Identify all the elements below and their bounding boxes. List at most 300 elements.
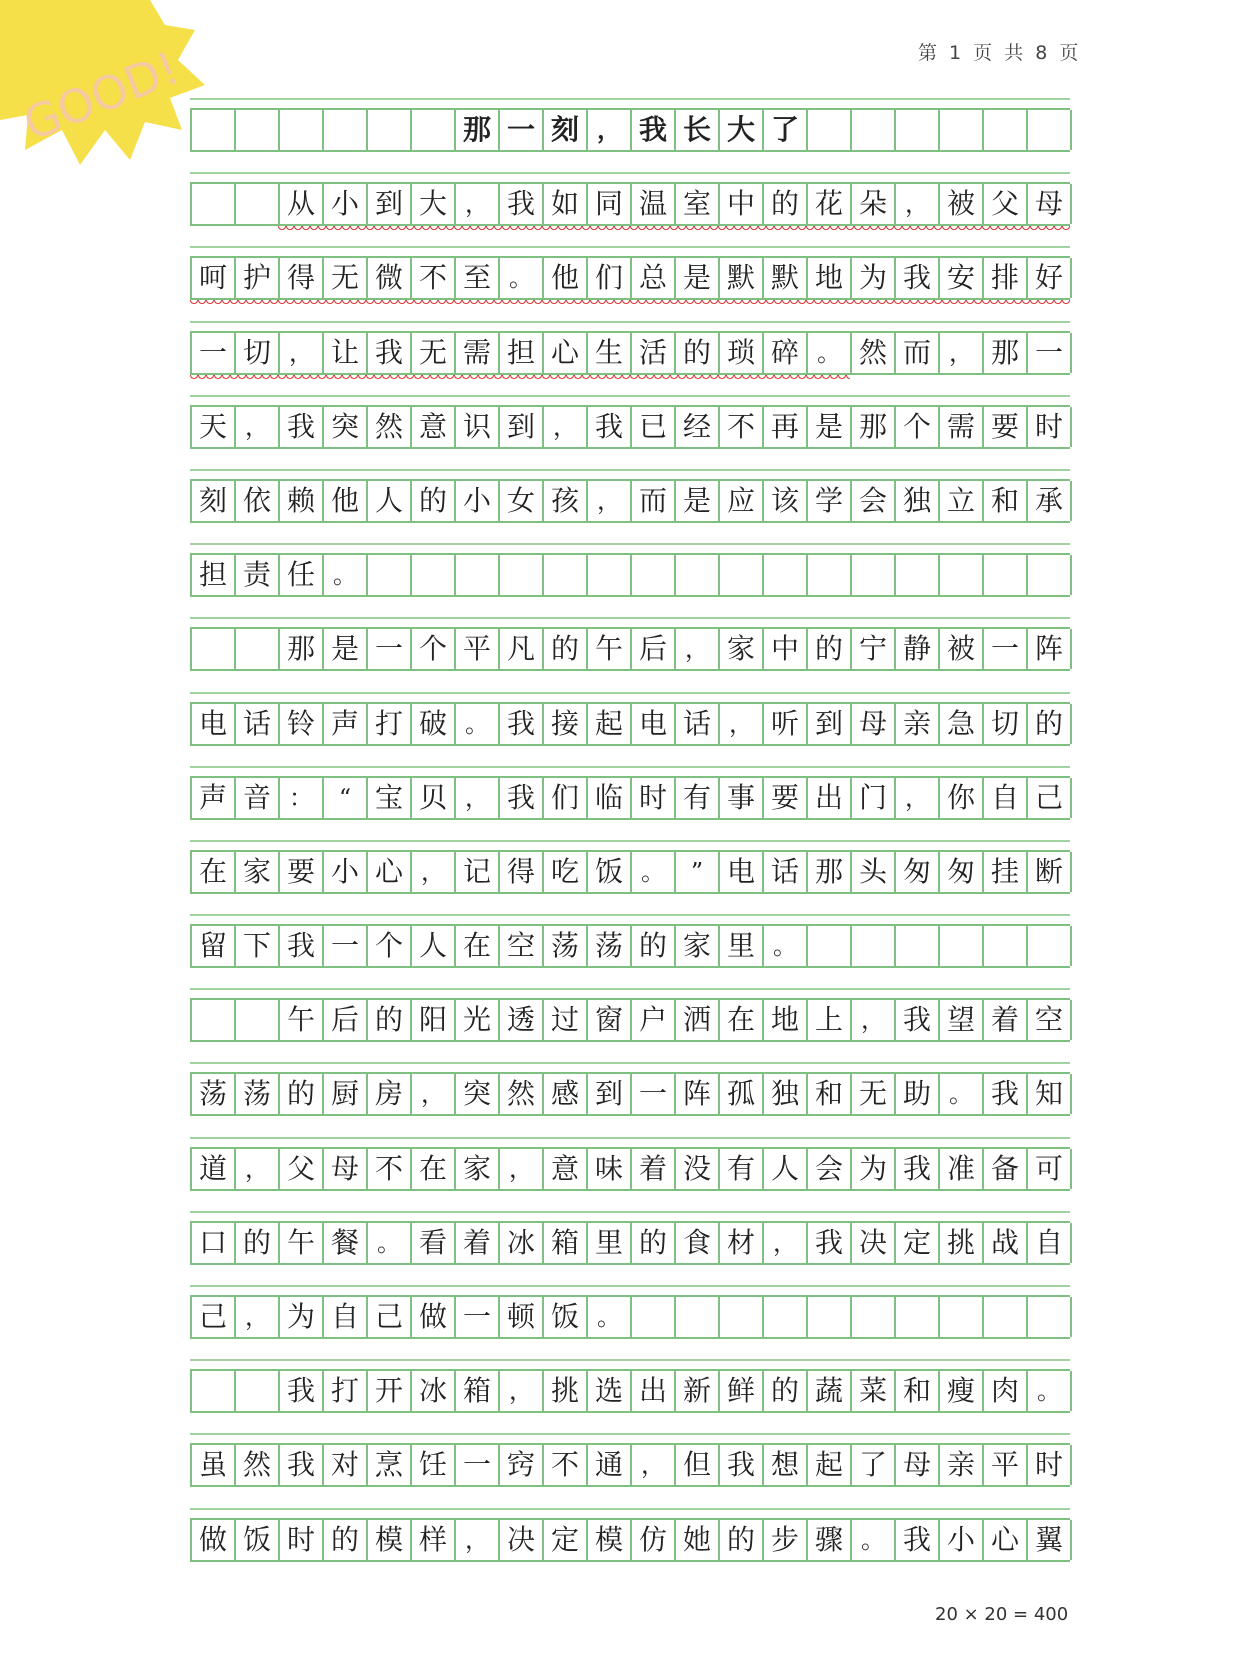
text-row — [190, 1359, 1070, 1433]
grid-cell: ， — [544, 407, 588, 447]
grid-cell: 备 — [984, 1149, 1028, 1189]
grid-cell: 母 — [896, 1445, 940, 1485]
grid-cell: 我 — [896, 1520, 940, 1560]
grid-cell: 父 — [984, 184, 1028, 224]
grid-cell: 那 — [852, 407, 896, 447]
row-divider — [190, 1211, 1070, 1213]
grid-cell: 要 — [764, 778, 808, 818]
red-wavy-underline — [190, 375, 850, 383]
grid-cell: 该 — [764, 481, 808, 521]
grid-cell: ： — [280, 778, 324, 818]
row-divider — [190, 840, 1070, 842]
grid-cell: 菜 — [852, 1371, 896, 1411]
grid-cell: 阵 — [1028, 629, 1072, 669]
grid-cell: 然 — [236, 1445, 280, 1485]
grid-cell: 着 — [984, 1000, 1028, 1040]
grid-cell: 事 — [720, 778, 764, 818]
grid-cell: 匆 — [940, 852, 984, 892]
grid-cell: 赖 — [280, 481, 324, 521]
grid-cell: 安 — [940, 258, 984, 298]
grid-cell: 不 — [368, 1149, 412, 1189]
grid-cell: 电 — [720, 852, 764, 892]
grid-cell: 要 — [280, 852, 324, 892]
grid-cell: 护 — [236, 258, 280, 298]
grid-cell: 宝 — [368, 778, 412, 818]
grid-cell: ， — [588, 481, 632, 521]
text-row — [190, 172, 1070, 246]
grid-cell: 和 — [984, 481, 1028, 521]
row-divider — [190, 172, 1070, 174]
grid-cell — [808, 555, 852, 595]
grid-cell: 我 — [500, 704, 544, 744]
grid-cell: 饭 — [236, 1520, 280, 1560]
grid-cell: 活 — [632, 333, 676, 373]
grid-cell: 刻 — [192, 481, 236, 521]
grid-cell: 为 — [280, 1297, 324, 1337]
grid-cell: 口 — [192, 1223, 236, 1263]
red-wavy-underline — [190, 300, 1070, 308]
grid-cell: 家 — [236, 852, 280, 892]
grid-cell: 样 — [412, 1520, 456, 1560]
grid-cell: 做 — [192, 1520, 236, 1560]
cell-strip — [190, 627, 1070, 671]
grid-cell — [1028, 926, 1072, 966]
grid-cell: ， — [500, 1149, 544, 1189]
grid-cell: 。 — [632, 852, 676, 892]
grid-cell: 音 — [236, 778, 280, 818]
grid-cell: 中 — [720, 184, 764, 224]
grid-cell — [764, 1297, 808, 1337]
grid-cell: 贝 — [412, 778, 456, 818]
row-divider — [190, 1062, 1070, 1064]
grid-cell: 时 — [1028, 407, 1072, 447]
grid-cell: 如 — [544, 184, 588, 224]
grid-cell: 排 — [984, 258, 1028, 298]
grid-cell: 箱 — [544, 1223, 588, 1263]
grid-cell: 平 — [984, 1445, 1028, 1485]
row-divider — [190, 1285, 1070, 1287]
grid-cell: ， — [764, 1223, 808, 1263]
grid-cell: 定 — [896, 1223, 940, 1263]
grid-cell: 对 — [324, 1445, 368, 1485]
grid-cell: 家 — [456, 1149, 500, 1189]
grid-cell: 小 — [324, 852, 368, 892]
grid-cell: 到 — [808, 704, 852, 744]
grid-cell: 从 — [280, 184, 324, 224]
grid-cell: ， — [236, 407, 280, 447]
grid-cell — [940, 926, 984, 966]
grid-cell: 我 — [632, 110, 676, 150]
grid-cell: 声 — [324, 704, 368, 744]
grid-cell — [368, 110, 412, 150]
grid-cell: 小 — [940, 1520, 984, 1560]
grid-cell: 家 — [720, 629, 764, 669]
grid-cell: 呵 — [192, 258, 236, 298]
grid-cell: 的 — [368, 1000, 412, 1040]
grid-cell: 断 — [1028, 852, 1072, 892]
grid-cell: 宁 — [852, 629, 896, 669]
grid-cell — [280, 110, 324, 150]
grid-cell: 亲 — [940, 1445, 984, 1485]
cell-strip — [190, 108, 1070, 152]
grid-cell: ， — [456, 778, 500, 818]
grid-cell: 一 — [1028, 333, 1072, 373]
text-row — [190, 395, 1070, 469]
grid-cell: 我 — [896, 1000, 940, 1040]
red-wavy-underline — [278, 226, 1070, 234]
text-row — [190, 321, 1070, 395]
grid-cell: 默 — [720, 258, 764, 298]
grid-cell: 独 — [896, 481, 940, 521]
grid-cell: 箱 — [456, 1371, 500, 1411]
grid-cell: 长 — [676, 110, 720, 150]
grid-cell: 的 — [808, 629, 852, 669]
grid-cell: 无 — [412, 333, 456, 373]
grid-cell: 心 — [984, 1520, 1028, 1560]
grid-cell: 微 — [368, 258, 412, 298]
page-number-label: 第 1 页 共 8 页 — [918, 42, 1082, 64]
grid-cell: 心 — [544, 333, 588, 373]
grid-cell: 一 — [192, 333, 236, 373]
grid-cell: 父 — [280, 1149, 324, 1189]
grid-cell: ， — [852, 1000, 896, 1040]
grid-cell: 起 — [588, 704, 632, 744]
grid-cell: 厨 — [324, 1074, 368, 1114]
grid-cell: 一 — [368, 629, 412, 669]
grid-cell: 需 — [456, 333, 500, 373]
grid-cell: 自 — [324, 1297, 368, 1337]
grid-cell: 切 — [984, 704, 1028, 744]
grid-cell: 骤 — [808, 1520, 852, 1560]
grid-cell: 门 — [852, 778, 896, 818]
grid-cell: 我 — [984, 1074, 1028, 1114]
grid-cell — [500, 555, 544, 595]
grid-cell: 他 — [544, 258, 588, 298]
grid-cell: 午 — [280, 1223, 324, 1263]
grid-cell — [852, 1297, 896, 1337]
grid-cell: 是 — [676, 258, 720, 298]
grid-cell: 破 — [412, 704, 456, 744]
grid-cell: 我 — [588, 407, 632, 447]
grid-cell: 得 — [500, 852, 544, 892]
grid-cell: 声 — [192, 778, 236, 818]
grid-cell: 那 — [808, 852, 852, 892]
grid-cell: 感 — [544, 1074, 588, 1114]
row-divider — [190, 1137, 1070, 1139]
grid-cell: 。 — [456, 704, 500, 744]
grid-cell — [456, 555, 500, 595]
grid-cell: 心 — [368, 852, 412, 892]
grid-cell: 想 — [764, 1445, 808, 1485]
grid-cell: 地 — [764, 1000, 808, 1040]
grid-cell: 而 — [896, 333, 940, 373]
grid-cell: 人 — [368, 481, 412, 521]
grid-cell: “ — [324, 778, 368, 818]
grid-cell: 的 — [676, 333, 720, 373]
grid-cell: 荡 — [588, 926, 632, 966]
grid-cell: 话 — [676, 704, 720, 744]
grid-cell: 助 — [896, 1074, 940, 1114]
grid-cell: 和 — [808, 1074, 852, 1114]
grid-cell: 餐 — [324, 1223, 368, 1263]
grid-cell: 洒 — [676, 1000, 720, 1040]
grid-cell — [236, 1371, 280, 1411]
grid-cell: 开 — [368, 1371, 412, 1411]
cell-strip — [190, 1518, 1070, 1562]
row-divider — [190, 469, 1070, 471]
grid-cell: 应 — [720, 481, 764, 521]
grid-cell — [852, 110, 896, 150]
grid-cell: 烹 — [368, 1445, 412, 1485]
grid-cell: 步 — [764, 1520, 808, 1560]
grid-cell: 被 — [940, 629, 984, 669]
grid-cell: 午 — [588, 629, 632, 669]
grid-cell — [852, 926, 896, 966]
grid-cell: 时 — [280, 1520, 324, 1560]
grid-cell — [720, 1297, 764, 1337]
grid-cell — [236, 629, 280, 669]
grid-cell: 们 — [544, 778, 588, 818]
grid-cell: 蔬 — [808, 1371, 852, 1411]
grid-cell: 静 — [896, 629, 940, 669]
grid-cell — [236, 1000, 280, 1040]
grid-cell: 荡 — [236, 1074, 280, 1114]
grid-cell — [588, 555, 632, 595]
grid-cell: 个 — [412, 629, 456, 669]
grid-cell: 己 — [368, 1297, 412, 1337]
grid-cell: 要 — [984, 407, 1028, 447]
grid-cell: 了 — [764, 110, 808, 150]
grid-cell: 午 — [280, 1000, 324, 1040]
grid-cell: 有 — [720, 1149, 764, 1189]
grid-cell — [808, 1297, 852, 1337]
cell-strip — [190, 1295, 1070, 1339]
grid-cell: 天 — [192, 407, 236, 447]
grid-cell: 光 — [456, 1000, 500, 1040]
grid-cell: 意 — [412, 407, 456, 447]
grid-cell — [368, 555, 412, 595]
grid-cell: 我 — [368, 333, 412, 373]
grid-cell: 在 — [412, 1149, 456, 1189]
grid-cell: ” — [676, 852, 720, 892]
cell-strip — [190, 405, 1070, 449]
grid-cell: 让 — [324, 333, 368, 373]
grid-cell: ， — [280, 333, 324, 373]
grid-cell: 户 — [632, 1000, 676, 1040]
grid-cell: 阵 — [676, 1074, 720, 1114]
grid-cell: ， — [896, 184, 940, 224]
row-divider — [190, 246, 1070, 248]
grid-cell: 我 — [896, 258, 940, 298]
grid-cell: 不 — [720, 407, 764, 447]
grid-cell: 通 — [588, 1445, 632, 1485]
grid-cell: 。 — [324, 555, 368, 595]
grid-cell: 记 — [456, 852, 500, 892]
grid-cell: 我 — [500, 184, 544, 224]
grid-cell: 有 — [676, 778, 720, 818]
grid-cell: 然 — [500, 1074, 544, 1114]
grid-cell: 决 — [852, 1223, 896, 1263]
grid-cell: 话 — [236, 704, 280, 744]
text-row — [190, 914, 1070, 988]
grid-cell — [764, 555, 808, 595]
grid-cell — [192, 1371, 236, 1411]
grid-cell: 着 — [456, 1223, 500, 1263]
grid-cell: 模 — [368, 1520, 412, 1560]
text-row — [190, 1285, 1070, 1359]
grid-cell: 地 — [808, 258, 852, 298]
grid-cell: 后 — [632, 629, 676, 669]
text-row — [190, 469, 1070, 543]
grid-cell: 大 — [720, 110, 764, 150]
grid-cell: 切 — [236, 333, 280, 373]
grid-cell — [192, 1000, 236, 1040]
grid-cell: ， — [412, 1074, 456, 1114]
grid-cell: 责 — [236, 555, 280, 595]
grid-cell: 的 — [544, 629, 588, 669]
grid-cell: 是 — [324, 629, 368, 669]
grid-cell: ， — [412, 852, 456, 892]
grid-cell: 自 — [984, 778, 1028, 818]
grid-cell: 为 — [852, 258, 896, 298]
grid-cell — [1028, 555, 1072, 595]
grid-cell: 女 — [500, 481, 544, 521]
grid-cell: 。 — [368, 1223, 412, 1263]
grid-cell: 花 — [808, 184, 852, 224]
cell-strip — [190, 850, 1070, 894]
grid-cell: 肉 — [984, 1371, 1028, 1411]
grid-cell: ， — [632, 1445, 676, 1485]
grid-cell: 己 — [1028, 778, 1072, 818]
grid-cell: 需 — [940, 407, 984, 447]
grid-cell: 得 — [280, 258, 324, 298]
row-divider — [190, 766, 1070, 768]
grid-cell: 下 — [236, 926, 280, 966]
grid-cell: 上 — [808, 1000, 852, 1040]
grid-cell: 道 — [192, 1149, 236, 1189]
text-row — [190, 1062, 1070, 1136]
grid-cell: 学 — [808, 481, 852, 521]
cell-strip — [190, 1443, 1070, 1487]
grid-cell: 不 — [544, 1445, 588, 1485]
grid-cell: 了 — [852, 1445, 896, 1485]
grid-cell: 决 — [500, 1520, 544, 1560]
grid-cell: 冰 — [500, 1223, 544, 1263]
text-row — [190, 543, 1070, 617]
grid-cell: 。 — [764, 926, 808, 966]
grid-cell: 。 — [1028, 1371, 1072, 1411]
grid-cell: 饭 — [588, 852, 632, 892]
grid-cell — [236, 110, 280, 150]
grid-cell: 知 — [1028, 1074, 1072, 1114]
grid-cell: 那 — [456, 110, 500, 150]
text-row — [190, 692, 1070, 766]
grid-cell: 时 — [1028, 1445, 1072, 1485]
grid-cell — [192, 629, 236, 669]
grid-cell: 透 — [500, 1000, 544, 1040]
grid-cell: 的 — [764, 1371, 808, 1411]
grid-cell — [896, 555, 940, 595]
grid-cell — [632, 555, 676, 595]
grid-cell: ， — [940, 333, 984, 373]
grid-cell: 听 — [764, 704, 808, 744]
grid-cell: 话 — [764, 852, 808, 892]
grid-cell — [940, 110, 984, 150]
grid-cell: 然 — [852, 333, 896, 373]
grid-cell: 匆 — [896, 852, 940, 892]
cell-strip — [190, 702, 1070, 746]
grid-cell: 任 — [280, 555, 324, 595]
text-row — [190, 1211, 1070, 1285]
grid-cell: 已 — [632, 407, 676, 447]
grid-cell: 不 — [412, 258, 456, 298]
grid-cell: 而 — [632, 481, 676, 521]
grid-cell: 挂 — [984, 852, 1028, 892]
grid-cell: ， — [588, 110, 632, 150]
grid-cell — [236, 184, 280, 224]
grid-cell: 孤 — [720, 1074, 764, 1114]
grid-cell: 窗 — [588, 1000, 632, 1040]
grid-cell: 大 — [412, 184, 456, 224]
grid-cell: 一 — [632, 1074, 676, 1114]
grid-cell: 总 — [632, 258, 676, 298]
grid-count-label: 20 × 20 = 400 — [935, 1604, 1069, 1625]
grid-cell: 为 — [852, 1149, 896, 1189]
grid-cell: 我 — [280, 1445, 324, 1485]
grid-cell: 无 — [852, 1074, 896, 1114]
cell-strip — [190, 479, 1070, 523]
grid-cell: 突 — [456, 1074, 500, 1114]
grid-cell — [940, 555, 984, 595]
grid-cell: 我 — [720, 1445, 764, 1485]
grid-cell: 经 — [676, 407, 720, 447]
grid-cell: 我 — [280, 1371, 324, 1411]
grid-cell: 里 — [588, 1223, 632, 1263]
grid-cell: 是 — [808, 407, 852, 447]
grid-cell — [192, 110, 236, 150]
grid-cell — [984, 1297, 1028, 1337]
grid-cell: 人 — [764, 1149, 808, 1189]
title-row — [190, 98, 1070, 172]
cell-strip — [190, 331, 1070, 375]
grid-cell: 鲜 — [720, 1371, 764, 1411]
grid-cell: 但 — [676, 1445, 720, 1485]
grid-cell: 碎 — [764, 333, 808, 373]
grid-cell — [720, 555, 764, 595]
grid-cell: 好 — [1028, 258, 1072, 298]
grid-cell — [324, 110, 368, 150]
grid-cell: 小 — [324, 184, 368, 224]
grid-cell: 那 — [984, 333, 1028, 373]
grid-cell — [676, 555, 720, 595]
text-row — [190, 246, 1070, 320]
grid-cell: 虽 — [192, 1445, 236, 1485]
grid-cell: 荡 — [544, 926, 588, 966]
grid-cell: 刻 — [544, 110, 588, 150]
grid-cell: 的 — [324, 1520, 368, 1560]
grid-cell: 然 — [368, 407, 412, 447]
grid-cell: 一 — [500, 110, 544, 150]
grid-cell: 吃 — [544, 852, 588, 892]
grid-cell — [984, 555, 1028, 595]
cell-strip — [190, 553, 1070, 597]
badge-text: GOOD! — [16, 40, 187, 152]
good-sticker-badge — [0, 0, 210, 180]
grid-cell: 会 — [852, 481, 896, 521]
cell-strip — [190, 1369, 1070, 1413]
grid-cell: 在 — [456, 926, 500, 966]
grid-cell: 到 — [368, 184, 412, 224]
